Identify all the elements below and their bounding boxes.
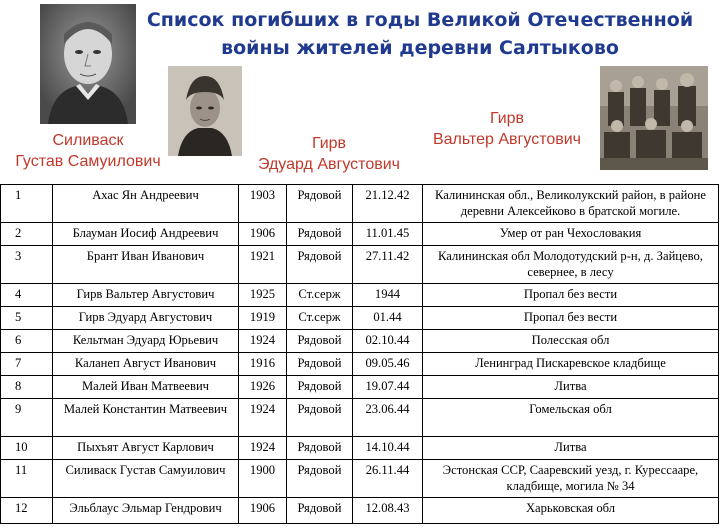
title-line-1: Список погибших в годы Великой Отечественной: [146, 9, 694, 31]
birth-year: 1924: [239, 399, 287, 437]
burial-place: Полесская обл: [423, 330, 719, 353]
page-title: [125, 6, 715, 62]
row-number: 7: [1, 353, 53, 376]
burial-place: Калининская обл., Великолукский район, в районе деревни Алексейково в братской могиле.: [423, 185, 719, 223]
row-number: 6: [1, 330, 53, 353]
caption-girv-eduard: [240, 133, 418, 175]
row-number: 8: [1, 376, 53, 399]
birth-year: 1906: [239, 498, 287, 524]
burial-place: Пропал без вести: [423, 284, 719, 307]
person-name: Пыхъят Август Карлович: [53, 437, 239, 460]
person-name: Брант Иван Иванович: [53, 246, 239, 284]
burial-place: Литва: [423, 437, 719, 460]
person-name: Кельтман Эдуард Юрьевич: [53, 330, 239, 353]
burial-place: Эстонская ССР, Сааревский уезд, г. Курессааре, кладбище, могила № 34: [423, 460, 719, 498]
row-number: 3: [1, 246, 53, 284]
birth-year: 1926: [239, 376, 287, 399]
table-row: [1, 399, 719, 437]
birth-year: 1924: [239, 330, 287, 353]
person-name: Силиваск Густав Самуилович: [53, 460, 239, 498]
death-date: 19.07.44: [353, 376, 423, 399]
death-date: 01.44: [353, 307, 423, 330]
row-number: 12: [1, 498, 53, 524]
burial-place: Пропал без вести: [423, 307, 719, 330]
table-row: [1, 330, 719, 353]
burial-place: Ленинград Пискаревское кладбище: [423, 353, 719, 376]
caption-surname: Гирв: [489, 110, 525, 127]
table-row: [1, 185, 719, 223]
person-name: Гирв Эдуард Августович: [53, 307, 239, 330]
table-row: [1, 307, 719, 330]
table-row: [1, 460, 719, 498]
burial-place: Умер от ран Чехословакия: [423, 223, 719, 246]
death-date: 26.11.44: [353, 460, 423, 498]
portrait-image: [40, 4, 136, 124]
rank: Рядовой: [287, 223, 353, 246]
row-number: 10: [1, 437, 53, 460]
table-row: [1, 498, 719, 524]
person-name: Каланеп Август Иванович: [53, 353, 239, 376]
row-number: 1: [1, 185, 53, 223]
caption-siliwask: [0, 130, 176, 172]
birth-year: 1924: [239, 437, 287, 460]
portrait-photo-siliwask: [40, 4, 136, 124]
death-date: 27.11.42: [353, 246, 423, 284]
person-name: Гирв Вальтер Августович: [53, 284, 239, 307]
rank: Рядовой: [287, 185, 353, 223]
caption-surname: Силиваск: [52, 132, 124, 149]
birth-year: 1916: [239, 353, 287, 376]
caption-surname: Гирв: [311, 135, 347, 152]
death-date: 23.06.44: [353, 399, 423, 437]
person-name: Эльблаус Эльмар Гендрович: [53, 498, 239, 524]
caption-given-names: Вальтер Августович: [432, 131, 582, 148]
death-date: 02.10.44: [353, 330, 423, 353]
birth-year: 1925: [239, 284, 287, 307]
birth-year: 1919: [239, 307, 287, 330]
rank: Рядовой: [287, 246, 353, 284]
birth-year: 1900: [239, 460, 287, 498]
rank: Ст.серж: [287, 284, 353, 307]
burial-place: Гомельская обл: [423, 399, 719, 437]
person-name: Ахас Ян Андреевич: [53, 185, 239, 223]
caption-girv-walter: [414, 108, 600, 150]
person-name: Малей Иван Матвеевич: [53, 376, 239, 399]
group-photo: [600, 66, 708, 170]
person-name: Блауман Иосиф Андреевич: [53, 223, 239, 246]
birth-year: 1921: [239, 246, 287, 284]
rank: Рядовой: [287, 353, 353, 376]
row-number: 9: [1, 399, 53, 437]
caption-given-names: Эдуард Августович: [258, 156, 400, 173]
birth-year: 1906: [239, 223, 287, 246]
row-number: 11: [1, 460, 53, 498]
group-image: [600, 66, 708, 170]
table-row: [1, 223, 719, 246]
casualty-table: [0, 184, 719, 524]
burial-place: Калининская обл Молодотудский р-н, д. Зайцево, севернее, в лесу: [423, 246, 719, 284]
rank: Рядовой: [287, 437, 353, 460]
row-number: 5: [1, 307, 53, 330]
rank: Рядовой: [287, 399, 353, 437]
portrait-image: [168, 66, 242, 156]
birth-year: 1903: [239, 185, 287, 223]
person-name: Малей Константин Матвеевич: [53, 399, 239, 437]
caption-given-names: Густав Самуилович: [15, 153, 161, 170]
row-number: 4: [1, 284, 53, 307]
death-date: 12.08.43: [353, 498, 423, 524]
table-row: [1, 376, 719, 399]
table-row: [1, 437, 719, 460]
death-date: 09.05.46: [353, 353, 423, 376]
death-date: 1944: [353, 284, 423, 307]
rank: Рядовой: [287, 498, 353, 524]
death-date: 11.01.45: [353, 223, 423, 246]
row-number: 2: [1, 223, 53, 246]
table-row: [1, 353, 719, 376]
rank: Рядовой: [287, 376, 353, 399]
rank: Ст.серж: [287, 307, 353, 330]
portrait-photo-girv-eduard: [168, 66, 242, 156]
death-date: 21.12.42: [353, 185, 423, 223]
title-line-2: войны жителей деревни Салтыково: [221, 37, 619, 59]
rank: Рядовой: [287, 460, 353, 498]
burial-place: Литва: [423, 376, 719, 399]
death-date: 14.10.44: [353, 437, 423, 460]
rank: Рядовой: [287, 330, 353, 353]
table-row: [1, 284, 719, 307]
burial-place: Харьковская обл: [423, 498, 719, 524]
table-row: [1, 246, 719, 284]
